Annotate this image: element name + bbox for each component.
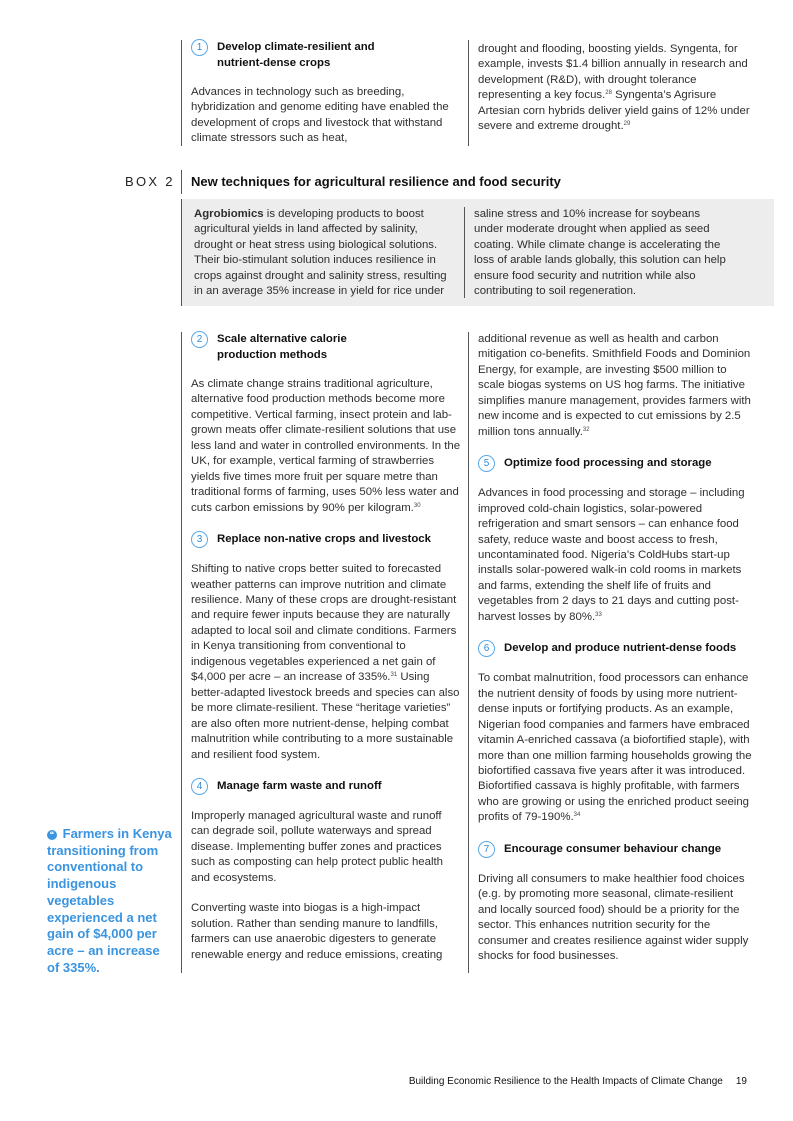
section-6-heading <box>478 641 754 657</box>
section-1-continued: drought and flooding, boosting yields. Syngenta, for example, invests $1.4 billion annually in research and development (R&D), with drought tolerance representing a key focus.$^{28}$ Syngenta’s Agrisure Artesian corn hybrids deliver yield gains of 12% under severe and extreme drought.$^{29}$ <box>478 43 750 133</box>
box-column-divider <box>464 207 465 298</box>
section-4-continued: additional revenue as well as health and carbon mitigation co-benefits. Smithfield Foods and Dominion Energy, for example, are investing $500 million to scale biogas systems on US hog farms. The initiative simplifies manure management, provides farmers with new income and is expected to cut emissions by 2.5 million tons annually.$^{32}$ <box>478 333 751 438</box>
top-right-column <box>468 40 750 146</box>
section-number-badge: 7 <box>478 841 495 858</box>
footnote-ref: 31 <box>390 672 398 679</box>
box-label: BOX 2 <box>125 174 175 189</box>
box-right-text: saline stress and 10% increase for soybeans under moderate drought when applied as seed coating. While climate change is accelerating the loss of arable lands globally, this solution can help ensure food security and nutrition while also contributing to soil regeneration. <box>474 208 726 298</box>
section-4-body-2: Converting waste into biogas is a high-impact solution. Rather than sending manure to landfills, farmers can use anaerobic digesters to generate renewable energy and reduce emissions, creating <box>191 902 443 961</box>
company-name: Agrobiomics <box>194 208 264 220</box>
section-number-badge: 3 <box>191 531 208 548</box>
box-divider <box>181 170 182 194</box>
section-4-heading <box>191 779 461 795</box>
footnote-ref: 30 <box>413 502 421 509</box>
section-4-title: Manage farm waste and runoff <box>217 779 382 792</box>
footnote-ref: 32 <box>582 426 590 433</box>
section-number-badge: 5 <box>478 455 495 472</box>
section-7-title: Encourage consumer behaviour change <box>504 842 722 855</box>
section-2-title: Scale alternative calorie production methods <box>217 333 347 361</box>
section-6-title: Develop and produce nutrient-dense foods <box>504 642 737 655</box>
section-6-body: To combat malnutrition, food processors can enhance the nutrient density of foods by using more nutrient-dense inputs or fortifying products. As an example, Nigerian food companies and farmers have embraced vitamin A-enriched cassava (a biofortified staple), with more than one million farming households growing the biofortified cassava five years after it was introduced. Biofortified cassava is highly profitable, with farmers who are growing or using the enriched product seeing profits of 79-190%.$^{34}$ <box>478 672 752 824</box>
section-5-title: Optimize food processing and storage <box>504 457 712 470</box>
page-number: 19 <box>735 1076 747 1087</box>
top-left-column <box>181 40 461 146</box>
footnote-ref: 34 <box>573 812 581 819</box>
box-title: New techniques for agricultural resilience and food security <box>191 174 561 189</box>
section-number-badge: 6 <box>478 640 495 657</box>
box-panel <box>181 199 774 306</box>
section-1-heading <box>191 40 461 71</box>
section-7-body: Driving all consumers to make healthier food choices (e.g. by promoting more seasonal, climate-resilient and locally sourced food) should be a priority for the sector. This enhances nutrition security for the consumer and creates resilience against wider supply shocks for food businesses. <box>478 872 749 963</box>
section-7-heading <box>478 842 754 858</box>
right-column <box>468 332 754 973</box>
section-number-badge: 2 <box>191 331 208 348</box>
section-2-body: As climate change strains traditional agriculture, alternative food production methods become more competitive. Vertical farming, insect protein and lab-grown meats offer climate-resilient solutions that use less land and water in controlled environments. In the UK, for example, vertical farming of strawberries yields five times more fruit per square metre than traditional forms of farming, uses 50% less water and cuts carbon emissions by 90% per kilogram.$^{30}$ <box>191 378 461 514</box>
section-number-badge: 4 <box>191 778 208 795</box>
section-2-heading <box>191 332 461 363</box>
box-left-column <box>194 207 456 300</box>
section-3-body: Shifting to native crops better suited to forecasted weather patterns can improve nutrition and climate resilience. Many of these crops are drought-resistant and require fewer inputs because they are naturally adapted to local soil and climate conditions. Farmers in Kenya transitioning from conventional to indigenous vegetables experienced a net gain of $4,000 per acre – an increase of 335%.$^{31}$ Using better-adapted livestock breeds and species can also be more climate-resilient. These “heritage varieties” are also often more nutrient-dense, helping combat malnutrition while contributing to a more sustainable and resilient food system. <box>191 563 460 761</box>
pull-quote-text: Farmers in Kenya transitioning from conventional to indigenous vegetables experienced a net gain of $4,000 per acre – an increase of 335%. <box>47 826 172 975</box>
page-footer <box>409 1076 747 1087</box>
footnote-ref: 33 <box>595 611 602 618</box>
footnote-ref: 29 <box>623 121 631 128</box>
section-5-body: Advances in food processing and storage – including improved cold-chain logistics, solar-powered refrigeration and smart sensors – can enhance food safety, reduce waste and boost access to fresh, uncontaminated food. Nigeria’s ColdHubs start-up installs solar-powered walk-in cold rooms in markets and farms, extending the shelf life of fruits and vegetables from 2 days to 21 days and cutting post-harvest losses by 80%.$^{33}$ <box>478 487 745 623</box>
quote-icon: ❝ <box>47 830 57 840</box>
section-3-heading <box>191 532 461 548</box>
box-left-text: Agrobiomics is developing products to boost agricultural yields in land affected by salinity, drought or heat stress using biological solutions. Their bio-stimulant solution induces resilience in crops against drought and salinity stress, resulting in an average 35% increase in yield for rice under <box>194 208 447 298</box>
section-4-body: Improperly managed agricultural waste and runoff can degrade soil, pollute waterways and spread disease. Implementing buffer zones and practices such as composting can help protect public health and ecosystems. <box>191 809 444 884</box>
left-column <box>181 332 461 973</box>
section-number-badge: 1 <box>191 39 208 56</box>
section-1-title: Develop climate-resilient and nutrient-dense crops <box>217 41 375 69</box>
pull-quote <box>47 826 175 976</box>
box-right-column <box>474 207 729 300</box>
section-1-body: Advances in technology such as breeding, hybridization and genome editing have enabled the development of crops and livestock that withstand climate stressors such as heat, <box>191 86 449 145</box>
section-5-heading <box>478 456 754 472</box>
section-3-title: Replace non-native crops and livestock <box>217 533 431 546</box>
footnote-ref: 28 <box>605 90 612 97</box>
footer-title: Building Economic Resilience to the Health Impacts of Climate Change <box>408 1076 723 1087</box>
